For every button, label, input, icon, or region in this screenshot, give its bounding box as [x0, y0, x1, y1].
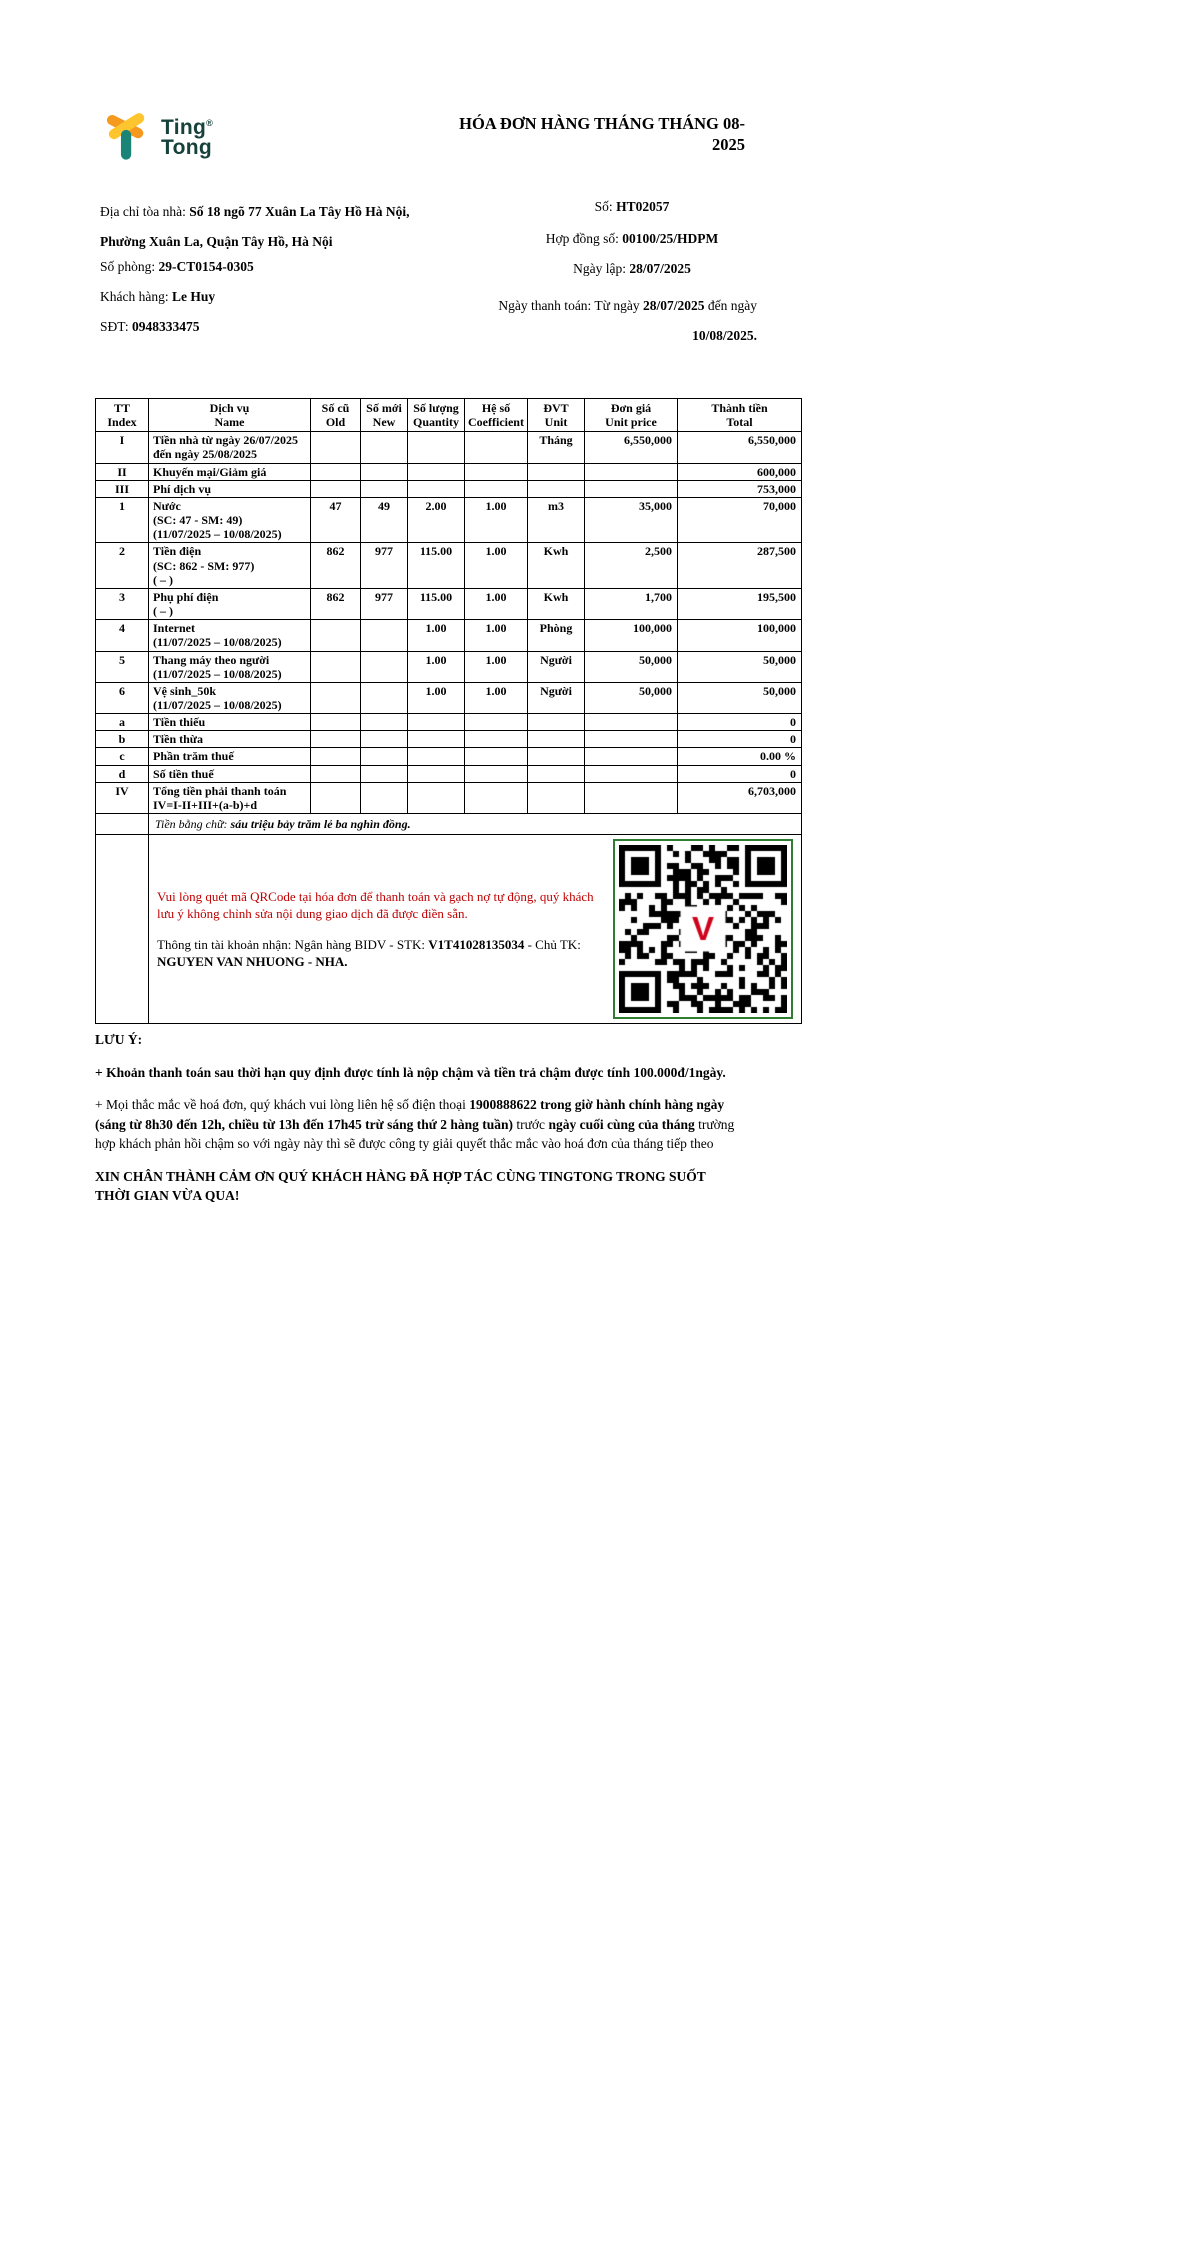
cell-index: 1 — [96, 497, 149, 542]
col-header-old: Số cũ Old — [311, 399, 361, 432]
registered-mark-icon: ® — [206, 117, 214, 128]
amount-in-words-label: Tiền bằng chữ: — [155, 817, 231, 832]
room-value: 29-CT0154-0305 — [158, 259, 254, 274]
cell-quantity — [408, 714, 465, 731]
cell-new — [361, 620, 408, 651]
empty-index-cell — [96, 814, 149, 835]
service-name-line: Internet — [153, 621, 195, 636]
qr-instruction-text: Vui lòng quét mã QRCode tại hóa đơn để thanh toán và gạch nợ tự động, quý khách lưu ý không chỉnh sửa nội dung giao dịch đã được điền sẵn. — [157, 888, 594, 922]
footer-note-late-fee: + Khoản thanh toán sau thời hạn quy định được tính là nộp chậm và tiền trả chậm được tính 100.000đ/1ngày. — [95, 1064, 726, 1080]
brand-ting: Ting — [161, 115, 207, 139]
col-header-total: Thành tiền Total — [678, 399, 802, 432]
cell-index: III — [96, 480, 149, 497]
cell-quantity — [408, 731, 465, 748]
cell-new: 977 — [361, 588, 408, 619]
cell-quantity — [408, 765, 465, 782]
qr-code — [619, 845, 787, 1013]
cell-unit-price: 6,550,000 — [585, 432, 678, 463]
cell-index: 2 — [96, 543, 149, 588]
cell-name — [149, 463, 311, 480]
cell-quantity — [408, 463, 465, 480]
footer-notes — [95, 1030, 740, 1219]
empty-index-cell — [96, 835, 149, 1024]
contract-value: 00100/25/HDPM — [622, 231, 719, 246]
note2-deadline-bold: ngày cuối cùng của tháng — [548, 1116, 695, 1132]
customer-line — [100, 287, 215, 307]
payment-period-label: Ngày thanh toán: Từ ngày — [498, 298, 643, 313]
cell-unit-price — [585, 463, 678, 480]
cell-coefficient: 1.00 — [465, 682, 528, 713]
service-name-line: (11/07/2025 – 10/08/2025) — [153, 527, 282, 542]
cell-coefficient — [465, 714, 528, 731]
issue-date-label: Ngày lập: — [573, 261, 630, 276]
cell-name — [149, 765, 311, 782]
account-number: V1T41028135034 — [428, 937, 525, 953]
table-row — [96, 588, 802, 619]
cell-old — [311, 480, 361, 497]
service-name-line: Khuyến mại/Giảm giá — [153, 464, 267, 479]
phone-line — [100, 317, 199, 337]
table-row — [96, 497, 802, 542]
cell-index: a — [96, 714, 149, 731]
brand-line-bottom: Tong — [161, 135, 212, 159]
cell-new: 977 — [361, 543, 408, 588]
account-label: Thông tin tài khoản nhận: Ngân hàng BIDV - STK: — [157, 937, 429, 953]
cell-index: 3 — [96, 588, 149, 619]
cell-unit — [528, 480, 585, 497]
cell-total: 100,000 — [678, 620, 802, 651]
cell-unit — [528, 765, 585, 782]
cell-total: 70,000 — [678, 497, 802, 542]
cell-name — [149, 782, 311, 813]
cell-index: 5 — [96, 651, 149, 682]
cell-old — [311, 714, 361, 731]
service-name-line: (11/07/2025 – 10/08/2025) — [153, 697, 282, 712]
qr-code-box — [613, 839, 793, 1019]
cell-total: 287,500 — [678, 543, 802, 588]
cell-old: 862 — [311, 543, 361, 588]
cell-unit: Người — [528, 651, 585, 682]
cell-unit — [528, 782, 585, 813]
note2-text-2: trước — [512, 1116, 549, 1132]
cell-unit — [528, 463, 585, 480]
table-row — [96, 620, 802, 651]
phone-label: SĐT: — [100, 319, 132, 334]
cell-coefficient: 1.00 — [465, 651, 528, 682]
service-name-line: IV=I-II+III+(a-b)+d — [153, 797, 258, 812]
cell-quantity: 1.00 — [408, 682, 465, 713]
cell-total: 0 — [678, 731, 802, 748]
address-label: Địa chỉ tòa nhà: — [100, 204, 190, 219]
amount-in-words-row — [96, 814, 802, 835]
payment-info-row — [96, 835, 802, 1024]
cell-quantity: 115.00 — [408, 543, 465, 588]
cell-total: 195,500 — [678, 588, 802, 619]
cell-unit-price: 50,000 — [585, 651, 678, 682]
cell-coefficient: 1.00 — [465, 543, 528, 588]
cell-new — [361, 463, 408, 480]
cell-total: 600,000 — [678, 463, 802, 480]
contract-number-line — [507, 229, 757, 249]
brand-line-top — [161, 113, 213, 138]
cell-name — [149, 682, 311, 713]
cell-index: IV — [96, 782, 149, 813]
service-name-line: Tiền điện — [153, 544, 202, 559]
cell-old — [311, 620, 361, 651]
table-row — [96, 432, 802, 463]
cell-name — [149, 432, 311, 463]
table-row — [96, 543, 802, 588]
phone-value: 0948333475 — [131, 319, 200, 334]
contract-label: Hợp đồng số: — [545, 231, 623, 246]
cell-new — [361, 765, 408, 782]
payment-from-date: 28/07/2025 — [643, 298, 705, 313]
footer-note-hotline — [95, 1095, 740, 1154]
invoice-table — [95, 398, 802, 1024]
cell-unit-price: 100,000 — [585, 620, 678, 651]
cell-coefficient — [465, 731, 528, 748]
cell-unit-price: 1,700 — [585, 588, 678, 619]
cell-unit-price — [585, 782, 678, 813]
cell-index: b — [96, 731, 149, 748]
table-row — [96, 748, 802, 765]
room-label: Số phòng: — [100, 259, 159, 274]
cell-old: 47 — [311, 497, 361, 542]
cell-new — [361, 748, 408, 765]
cell-coefficient: 1.00 — [465, 588, 528, 619]
customer-label: Khách hàng: — [100, 289, 172, 304]
cell-coefficient: 1.00 — [465, 620, 528, 651]
issue-date-line — [507, 259, 757, 279]
cell-unit — [528, 714, 585, 731]
cell-unit-price — [585, 714, 678, 731]
cell-unit — [528, 748, 585, 765]
cell-name — [149, 620, 311, 651]
service-name-line: Phụ phí điện — [153, 589, 219, 604]
cell-old — [311, 463, 361, 480]
cell-total: 50,000 — [678, 651, 802, 682]
service-name-line: Số tiền thuế — [153, 766, 214, 781]
invoice-title: HÓA ĐƠN HÀNG THÁNG THÁNG 08-2025 — [459, 114, 745, 154]
cell-new — [361, 651, 408, 682]
cell-new — [361, 731, 408, 748]
amount-in-words-value: sáu triệu bảy trăm lẻ ba nghìn đồng. — [230, 817, 411, 832]
table-row — [96, 731, 802, 748]
table-row — [96, 463, 802, 480]
account-holder-label: - Chủ TK: — [524, 937, 581, 953]
col-header-index: TT Index — [96, 399, 149, 432]
invoice-number-label: Số: — [594, 199, 617, 214]
cell-total: 6,703,000 — [678, 782, 802, 813]
cell-total: 0 — [678, 714, 802, 731]
cell-coefficient — [465, 432, 528, 463]
table-row — [96, 651, 802, 682]
cell-total: 0.00 % — [678, 748, 802, 765]
customer-value: Le Huy — [171, 289, 216, 304]
service-name-line: Tiền thừa — [153, 732, 203, 747]
cell-coefficient — [465, 782, 528, 813]
cell-index: 4 — [96, 620, 149, 651]
cell-old — [311, 765, 361, 782]
payment-period-line — [477, 291, 757, 351]
account-info-text — [157, 936, 602, 970]
note2-text-3: trường hợp khách phản hồi chậm so với ngày này thì sẽ được công ty giải quyết thắc mắc vào hoá đơn của tháng tiếp theo — [95, 1116, 735, 1152]
cell-unit: Kwh — [528, 588, 585, 619]
cell-total: 50,000 — [678, 682, 802, 713]
table-row — [96, 480, 802, 497]
cell-coefficient — [465, 463, 528, 480]
cell-quantity — [408, 748, 465, 765]
cell-quantity: 115.00 — [408, 588, 465, 619]
address-value: Số 18 ngõ 77 Xuân La Tây Hồ Hà Nội, Phường Xuân La, Quận Tây Hồ, Hà Nội — [100, 204, 410, 249]
service-name-line: (11/07/2025 – 10/08/2025) — [153, 666, 282, 681]
room-number-line — [100, 257, 254, 277]
cell-index: I — [96, 432, 149, 463]
amount-in-words-cell — [149, 814, 802, 835]
table-row — [96, 682, 802, 713]
cell-name — [149, 748, 311, 765]
cell-name — [149, 731, 311, 748]
service-name-line: đến ngày 25/08/2025 — [153, 447, 258, 462]
cell-unit-price — [585, 748, 678, 765]
cell-unit-price: 35,000 — [585, 497, 678, 542]
cell-quantity — [408, 480, 465, 497]
cell-unit-price: 50,000 — [585, 682, 678, 713]
cell-new: 49 — [361, 497, 408, 542]
cell-name — [149, 497, 311, 542]
col-header-unit: ĐVT Unit — [528, 399, 585, 432]
cell-name — [149, 588, 311, 619]
cell-quantity — [408, 432, 465, 463]
cell-name — [149, 480, 311, 497]
cell-old: 862 — [311, 588, 361, 619]
col-header-coefficient: Hệ số Coefficient — [465, 399, 528, 432]
col-header-quantity: Số lượng Quantity — [408, 399, 465, 432]
cell-unit — [528, 731, 585, 748]
service-name-line: Tiền thiếu — [153, 715, 206, 730]
cell-new — [361, 782, 408, 813]
col-header-name: Dịch vụ Name — [149, 399, 311, 432]
invoice-number-value: HT02057 — [616, 199, 670, 214]
notes-title: LƯU Ý: — [95, 1032, 143, 1047]
table-row — [96, 782, 802, 813]
cell-new — [361, 432, 408, 463]
cell-old — [311, 432, 361, 463]
cell-quantity: 1.00 — [408, 620, 465, 651]
issue-date-value: 28/07/2025 — [629, 261, 691, 276]
service-name-line: (11/07/2025 – 10/08/2025) — [153, 635, 282, 650]
cell-index: d — [96, 765, 149, 782]
table-row — [96, 714, 802, 731]
cell-quantity — [408, 782, 465, 813]
account-holder-name: NGUYEN VAN NHUONG - NHA. — [157, 954, 348, 970]
payment-instructions — [157, 888, 602, 971]
brand-text — [161, 113, 213, 158]
cell-old — [311, 731, 361, 748]
service-name-line: Tổng tiền phải thanh toán — [153, 783, 287, 798]
building-address-line — [100, 197, 452, 257]
cell-new — [361, 714, 408, 731]
cell-quantity: 1.00 — [408, 651, 465, 682]
cell-index: 6 — [96, 682, 149, 713]
cell-name — [149, 714, 311, 731]
cell-coefficient — [465, 748, 528, 765]
cell-new — [361, 682, 408, 713]
cell-total: 6,550,000 — [678, 432, 802, 463]
cell-unit: m3 — [528, 497, 585, 542]
cell-index: II — [96, 463, 149, 480]
cell-old — [311, 682, 361, 713]
service-name-line: ( – ) — [153, 572, 173, 587]
cell-unit-price — [585, 765, 678, 782]
note2-text-1: + Mọi thắc mắc về hoá đơn, quý khách vui lòng liên hệ số điện thoại — [95, 1097, 470, 1113]
cell-coefficient — [465, 480, 528, 497]
col-header-new: Số mới New — [361, 399, 408, 432]
service-name-line: Vệ sinh_50k — [153, 683, 217, 698]
col-header-unit-price: Đơn giá Unit price — [585, 399, 678, 432]
service-name-line: Thang máy theo người — [153, 652, 270, 667]
cell-total: 753,000 — [678, 480, 802, 497]
tingtong-flower-icon — [100, 108, 154, 162]
service-name-line: (SC: 47 - SM: 49) — [153, 513, 243, 528]
cell-quantity: 2.00 — [408, 497, 465, 542]
cell-index: c — [96, 748, 149, 765]
cell-new — [361, 480, 408, 497]
cell-name — [149, 651, 311, 682]
payment-period-mid: đến ngày — [704, 298, 757, 313]
cell-old — [311, 748, 361, 765]
cell-total: 0 — [678, 765, 802, 782]
service-name-line: Phần trăm thuế — [153, 749, 234, 764]
cell-unit-price: 2,500 — [585, 543, 678, 588]
payment-to-date: 10/08/2025. — [692, 328, 757, 343]
cell-old — [311, 651, 361, 682]
cell-old — [311, 782, 361, 813]
service-name-line: Phí dịch vụ — [153, 481, 212, 496]
table-header-row — [96, 399, 802, 432]
cell-coefficient — [465, 765, 528, 782]
service-name-line: (SC: 862 - SM: 977) — [153, 558, 255, 573]
invoice-number-line — [507, 197, 757, 217]
invoice-table-extra — [96, 814, 802, 1024]
footer-thanks: XIN CHÂN THÀNH CẢM ƠN QUÝ KHÁCH HÀNG ĐÃ HỢP TÁC CÙNG TINGTONG TRONG SUỐT THỜI GIAN VỪA QUA! — [95, 1168, 706, 1204]
service-name-line: Tiền nhà từ ngày 26/07/2025 — [153, 433, 299, 448]
invoice-table-body — [96, 432, 802, 814]
cell-coefficient: 1.00 — [465, 497, 528, 542]
cell-unit: Kwh — [528, 543, 585, 588]
cell-unit-price — [585, 731, 678, 748]
cell-unit: Tháng — [528, 432, 585, 463]
note2-hotline-bold: 1900888622 trong giờ hành chính hàng ngày (sáng từ 8h30 đến 12h, chiều từ 13h đến 17h45 trừ sáng thứ 2 hàng tuần) — [95, 1097, 725, 1132]
cell-unit-price — [585, 480, 678, 497]
cell-name — [149, 543, 311, 588]
payment-info-cell — [149, 835, 802, 1024]
cell-unit: Người — [528, 682, 585, 713]
tingtong-logo — [100, 108, 213, 162]
table-row — [96, 765, 802, 782]
service-name-line: Nước — [153, 498, 181, 513]
cell-unit: Phòng — [528, 620, 585, 651]
service-name-line: ( – ) — [153, 604, 173, 619]
